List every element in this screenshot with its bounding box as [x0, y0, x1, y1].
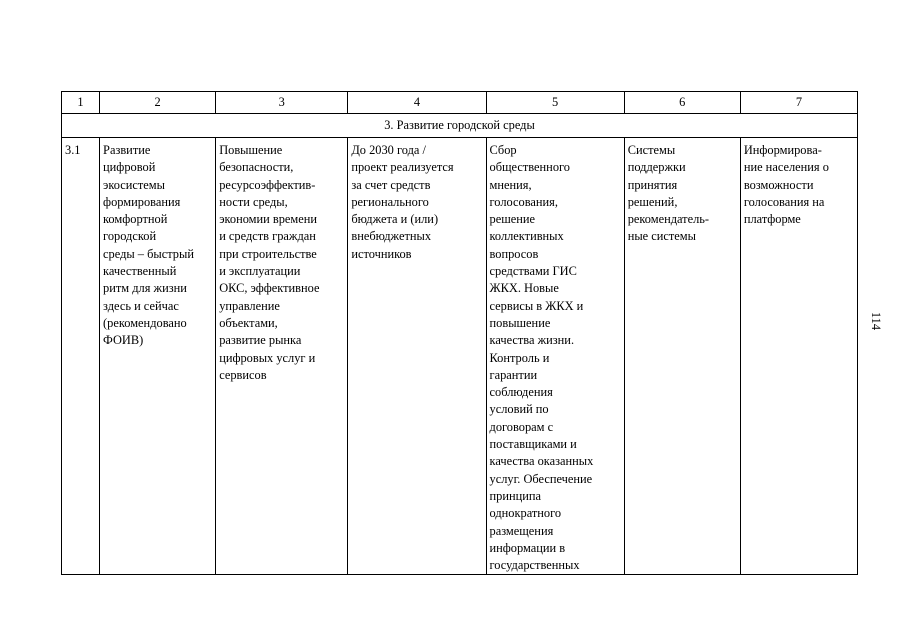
column-number-3: 3	[216, 92, 348, 114]
row-cell-col2: Развитие цифровой экосистемы формирования комфортной городской среды – быстрый качественный ритм для жизни здесь и сейчас (рекомендовано ФОИВ)	[100, 138, 216, 575]
row-cell-col7: Информирова- ние населения о возможности голосования на платформе	[740, 138, 857, 575]
row-cell-col6: Системы поддержки принятия решений, рекомендатель- ные системы	[624, 138, 740, 575]
row-cell-col3: Повышение безопасности, ресурсоэффектив- ности среды, экономии времени и средств граждан при строительстве и эксплуатации ОКС, эффективное управление объектами, развитие рынка цифровых услуг и сервисов	[216, 138, 348, 575]
column-number-7: 7	[740, 92, 857, 114]
column-number-4: 4	[348, 92, 486, 114]
strategy-table	[61, 91, 858, 575]
page-number: 114	[869, 311, 883, 331]
column-number-1: 1	[62, 92, 100, 114]
table-row	[62, 138, 858, 575]
column-number-row	[62, 92, 858, 114]
row-cell-col4: До 2030 года / проект реализуется за счет средств регионального бюджета и (или) внебюджетных источников	[348, 138, 486, 575]
section-title: 3. Развитие городской среды	[62, 114, 858, 138]
row-cell-col5: Сбор общественного мнения, голосования, решение коллективных вопросов средствами ГИС ЖКХ. Новые сервисы в ЖКХ и повышение качества жизни. Контроль и гарантии соблюдения условий по договорам с поставщиками и качества оказанных услуг. Обеспечение принципа однократного размещения информации в государственных	[486, 138, 624, 575]
row-number-cell: 3.1	[62, 138, 100, 575]
column-number-6: 6	[624, 92, 740, 114]
section-title-row	[62, 114, 858, 138]
column-number-2: 2	[100, 92, 216, 114]
column-number-5: 5	[486, 92, 624, 114]
